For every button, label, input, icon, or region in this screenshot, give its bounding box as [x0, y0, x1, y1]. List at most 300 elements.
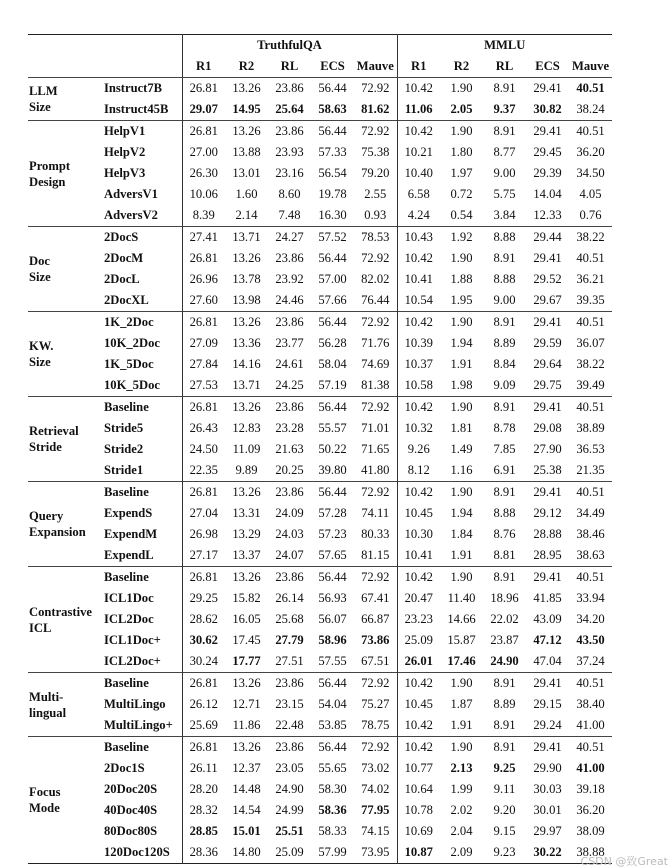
config-name: ICL1Doc+ [100, 630, 182, 651]
value-cell: 26.01 [404, 654, 433, 668]
value-cell: 1.60 [235, 187, 258, 201]
value-cell: 24.07 [275, 548, 304, 562]
value-cell: 53.85 [318, 718, 347, 732]
value-cell: 56.44 [311, 78, 354, 100]
value-cell: 12.83 [232, 421, 261, 435]
value-cell: 38.40 [576, 697, 605, 711]
value-cell: 1.91 [450, 718, 473, 732]
table-row [28, 375, 612, 397]
value-cell: 75.38 [354, 142, 397, 163]
value-cell: 28.62 [189, 612, 218, 626]
value-cell: 57.00 [318, 272, 347, 286]
value-cell: 8.88 [483, 227, 526, 249]
value-cell: 58.36 [318, 803, 347, 817]
value-cell: 26.12 [189, 697, 218, 711]
value-cell: 8.39 [192, 208, 215, 222]
value-cell: 26.14 [275, 591, 304, 605]
value-cell: 0.54 [450, 208, 473, 222]
value-cell: 23.86 [275, 251, 304, 265]
value-cell: 8.84 [493, 357, 516, 371]
table-row [28, 673, 612, 695]
value-cell: 13.36 [232, 336, 261, 350]
watermark: CSDN @致Great [580, 855, 668, 868]
value-cell: 10.77 [404, 761, 433, 775]
table-body [28, 78, 612, 864]
value-cell: 23.28 [275, 421, 304, 435]
config-name: MultiLingo+ [100, 715, 182, 737]
value-cell: 8.81 [493, 548, 516, 562]
value-cell: 36.21 [576, 272, 605, 286]
value-cell: 26.81 [182, 567, 225, 589]
value-cell: 39.80 [318, 463, 347, 477]
config-name: Stride1 [100, 460, 182, 482]
config-name: ICL2Doc [100, 609, 182, 630]
table-row [28, 205, 612, 227]
value-cell: 24.99 [275, 803, 304, 817]
table-row [28, 312, 612, 334]
value-cell: 29.41 [526, 737, 569, 759]
value-cell: 14.95 [232, 102, 261, 116]
config-name: 80Doc80S [100, 821, 182, 842]
value-cell: 10.32 [404, 421, 433, 435]
value-cell: 1.94 [450, 506, 473, 520]
value-cell: 10.58 [404, 378, 433, 392]
value-cell: 15.87 [447, 633, 476, 647]
value-cell: 23.93 [275, 145, 304, 159]
value-cell: 4.24 [407, 208, 430, 222]
value-cell: 1.90 [440, 78, 483, 100]
value-cell: 38.09 [576, 824, 605, 838]
value-cell: 11.40 [447, 591, 476, 605]
value-cell: 23.87 [490, 633, 519, 647]
value-cell: 13.26 [225, 567, 268, 589]
value-cell: 26.98 [189, 527, 218, 541]
config-name: Baseline [100, 673, 182, 695]
value-cell: 34.20 [576, 612, 605, 626]
value-cell: 27.60 [189, 293, 218, 307]
value-cell: 16.05 [232, 612, 261, 626]
value-cell: 72.92 [354, 121, 397, 143]
config-name: 120Doc120S [100, 842, 182, 864]
value-cell: 24.46 [275, 293, 304, 307]
value-cell: 38.88 [576, 845, 605, 859]
value-cell: 30.24 [189, 654, 218, 668]
table-row [28, 715, 612, 737]
table-row [28, 630, 612, 651]
value-cell: 10.06 [189, 187, 218, 201]
table-row [28, 800, 612, 821]
value-cell: 10.40 [404, 166, 433, 180]
value-cell: 10.42 [397, 673, 440, 695]
value-cell: 28.32 [189, 803, 218, 817]
value-cell: 8.91 [493, 718, 516, 732]
header-empty [100, 56, 182, 78]
value-cell: 29.25 [189, 591, 218, 605]
value-cell: 10.87 [404, 845, 433, 859]
header-mmlu: MMLU [484, 38, 526, 52]
value-cell: 10.41 [404, 548, 433, 562]
value-cell: 1.99 [450, 782, 473, 796]
value-cell: 2.13 [450, 761, 473, 775]
value-cell: 23.86 [268, 567, 311, 589]
value-cell: 8.76 [493, 527, 516, 541]
table-row [28, 418, 612, 439]
value-cell: 11.06 [404, 102, 433, 116]
value-cell: 13.26 [225, 397, 268, 419]
value-cell: 29.59 [533, 336, 562, 350]
value-cell: 9.20 [493, 803, 516, 817]
config-name: 2DocXL [100, 290, 182, 312]
header-empty [28, 56, 100, 78]
value-cell: 10.42 [404, 251, 433, 265]
value-cell: 9.00 [493, 166, 516, 180]
value-cell: 40.51 [569, 121, 612, 143]
value-cell: 78.53 [354, 227, 397, 249]
value-cell: 7.48 [278, 208, 301, 222]
table-row [28, 290, 612, 312]
metric-header-r2: R2 [225, 56, 268, 78]
value-cell: 17.46 [447, 654, 476, 668]
value-cell: 14.04 [533, 187, 562, 201]
value-cell: 56.07 [318, 612, 347, 626]
value-cell: 3.84 [493, 208, 516, 222]
value-cell: 8.89 [493, 697, 516, 711]
value-cell: 71.65 [354, 439, 397, 460]
config-name: Instruct7B [100, 78, 182, 100]
value-cell: 25.09 [404, 633, 433, 647]
value-cell: 29.15 [533, 697, 562, 711]
value-cell: 26.11 [189, 761, 218, 775]
value-cell: 8.91 [483, 567, 526, 589]
value-cell: 8.91 [483, 737, 526, 759]
header-truthfulqa: TruthfulQA [182, 35, 397, 57]
value-cell: 73.86 [354, 630, 397, 651]
value-cell: 56.44 [311, 673, 354, 695]
value-cell: 8.91 [493, 251, 516, 265]
value-cell: 27.00 [189, 145, 218, 159]
value-cell: 13.37 [232, 548, 261, 562]
table-row [28, 142, 612, 163]
value-cell: 28.20 [189, 782, 218, 796]
value-cell: 15.01 [232, 824, 261, 838]
value-cell: 25.51 [275, 824, 304, 838]
table-row [28, 567, 612, 589]
value-cell: 9.23 [493, 845, 516, 859]
value-cell: 30.01 [533, 803, 562, 817]
value-cell: 43.50 [576, 633, 605, 647]
value-cell: 23.86 [268, 78, 311, 100]
value-cell: 71.76 [354, 333, 397, 354]
value-cell: 56.44 [318, 251, 347, 265]
value-cell: 1.88 [450, 272, 473, 286]
value-cell: 8.91 [483, 121, 526, 143]
metric-header-r1: R1 [182, 56, 225, 78]
config-name: Stride5 [100, 418, 182, 439]
value-cell: 6.58 [407, 187, 430, 201]
value-cell: 24.03 [275, 527, 304, 541]
value-cell: 4.05 [579, 187, 602, 201]
value-cell: 81.62 [354, 99, 397, 121]
value-cell: 38.22 [569, 227, 612, 249]
value-cell: 1.97 [450, 166, 473, 180]
value-cell: 56.44 [311, 312, 354, 334]
value-cell: 67.51 [354, 651, 397, 673]
value-cell: 1.90 [440, 737, 483, 759]
value-cell: 56.44 [311, 121, 354, 143]
config-name: AdversV2 [100, 205, 182, 227]
value-cell: 10.42 [397, 567, 440, 589]
group-label: LLM Size [28, 78, 100, 121]
value-cell: 23.86 [268, 312, 311, 334]
table-row [28, 397, 612, 419]
value-cell: 21.35 [576, 463, 605, 477]
config-name: HelpV1 [100, 121, 182, 143]
value-cell: 1.81 [450, 421, 473, 435]
value-cell: 13.78 [232, 272, 261, 286]
table-row [28, 333, 612, 354]
value-cell: 24.50 [189, 442, 218, 456]
value-cell: 13.26 [225, 78, 268, 100]
value-cell: 58.30 [318, 782, 347, 796]
value-cell: 29.41 [526, 397, 569, 419]
value-cell: 57.66 [318, 293, 347, 307]
group-label: Doc Size [28, 227, 100, 312]
value-cell: 34.49 [576, 506, 605, 520]
value-cell: 9.89 [235, 463, 258, 477]
value-cell: 57.19 [318, 378, 347, 392]
header-row-metrics [28, 56, 612, 78]
table-row [28, 609, 612, 630]
metric-header-r1: R1 [397, 56, 440, 78]
value-cell: 38.24 [576, 102, 605, 116]
value-cell: 5.75 [493, 187, 516, 201]
value-cell: 10.42 [397, 737, 440, 759]
value-cell: 20.47 [404, 591, 433, 605]
value-cell: 10.45 [404, 506, 433, 520]
value-cell: 23.86 [268, 397, 311, 419]
value-cell: 0.76 [579, 208, 602, 222]
value-cell: 40.51 [569, 737, 612, 759]
value-cell: 1.91 [450, 357, 473, 371]
value-cell: 29.52 [533, 272, 562, 286]
group-label: Query Expansion [28, 482, 100, 567]
value-cell: 56.44 [311, 397, 354, 419]
value-cell: 9.15 [493, 824, 516, 838]
value-cell: 23.23 [404, 612, 433, 626]
value-cell: 74.69 [354, 354, 397, 375]
value-cell: 30.62 [189, 633, 218, 647]
header-row-datasets [28, 35, 612, 57]
value-cell: 26.81 [182, 121, 225, 143]
value-cell: 29.41 [526, 121, 569, 143]
value-cell: 57.65 [318, 548, 347, 562]
value-cell: 8.88 [493, 272, 516, 286]
value-cell: 10.42 [404, 718, 433, 732]
config-name: HelpV2 [100, 142, 182, 163]
value-cell: 22.35 [189, 463, 218, 477]
value-cell: 8.91 [483, 312, 526, 334]
value-cell: 30.82 [533, 102, 562, 116]
metric-header-ecs: ECS [311, 56, 354, 78]
value-cell: 8.91 [483, 673, 526, 695]
value-cell: 1.98 [450, 378, 473, 392]
metric-header-rl: RL [483, 56, 526, 78]
value-cell: 41.00 [576, 718, 605, 732]
value-cell: 58.96 [318, 633, 347, 647]
table-row [28, 78, 612, 100]
value-cell: 10.39 [404, 336, 433, 350]
config-name: 1K_2Doc [100, 312, 182, 334]
value-cell: 40.51 [569, 312, 612, 334]
value-cell: 10.42 [397, 482, 440, 504]
value-cell: 18.96 [490, 591, 519, 605]
value-cell: 26.81 [189, 251, 218, 265]
value-cell: 23.92 [275, 272, 304, 286]
value-cell: 15.82 [232, 591, 261, 605]
value-cell: 23.86 [268, 673, 311, 695]
value-cell: 23.86 [268, 482, 311, 504]
value-cell: 40.51 [576, 251, 605, 265]
value-cell: 10.42 [397, 121, 440, 143]
value-cell: 24.90 [275, 782, 304, 796]
value-cell: 1.90 [450, 251, 473, 265]
value-cell: 8.60 [278, 187, 301, 201]
value-cell: 29.64 [533, 357, 562, 371]
config-name: 2DocL [100, 269, 182, 290]
value-cell: 41.80 [354, 460, 397, 482]
value-cell: 13.71 [225, 227, 268, 249]
value-cell: 6.91 [493, 463, 516, 477]
config-name: 20Doc20S [100, 779, 182, 800]
value-cell: 1.90 [440, 482, 483, 504]
table-row [28, 482, 612, 504]
value-cell: 26.81 [182, 673, 225, 695]
value-cell: 11.86 [232, 718, 261, 732]
value-cell: 56.44 [311, 482, 354, 504]
value-cell: 26.43 [189, 421, 218, 435]
value-cell: 2.02 [450, 803, 473, 817]
config-name: Baseline [100, 567, 182, 589]
value-cell: 1.80 [450, 145, 473, 159]
value-cell: 29.41 [526, 482, 569, 504]
value-cell: 29.12 [533, 506, 562, 520]
value-cell: 10.54 [404, 293, 433, 307]
value-cell: 29.90 [533, 761, 562, 775]
value-cell: 13.26 [225, 121, 268, 143]
table-row [28, 460, 612, 482]
value-cell: 14.80 [232, 845, 261, 859]
value-cell: 2.05 [450, 102, 473, 116]
value-cell: 26.96 [189, 272, 218, 286]
value-cell: 26.81 [182, 78, 225, 100]
value-cell: 12.33 [533, 208, 562, 222]
value-cell: 78.75 [354, 715, 397, 737]
value-cell: 13.88 [232, 145, 261, 159]
table-row [28, 227, 612, 249]
group-label: KW. Size [28, 312, 100, 397]
value-cell: 8.91 [483, 397, 526, 419]
value-cell: 10.78 [404, 803, 433, 817]
value-cell: 39.18 [576, 782, 605, 796]
value-cell: 24.09 [275, 506, 304, 520]
value-cell: 9.11 [493, 782, 516, 796]
value-cell: 25.64 [275, 102, 304, 116]
value-cell: 1.90 [440, 673, 483, 695]
config-name: ExpendL [100, 545, 182, 567]
value-cell: 58.33 [318, 824, 347, 838]
value-cell: 9.00 [493, 293, 516, 307]
value-cell: 1.90 [440, 567, 483, 589]
table-row [28, 439, 612, 460]
value-cell: 33.94 [576, 591, 605, 605]
value-cell: 74.11 [354, 503, 397, 524]
config-name: 2DocS [100, 227, 182, 249]
value-cell: 1.90 [440, 397, 483, 419]
value-cell: 40.51 [569, 78, 612, 100]
value-cell: 74.15 [354, 821, 397, 842]
value-cell: 10.37 [404, 357, 433, 371]
value-cell: 13.26 [225, 737, 268, 759]
config-name: HelpV3 [100, 163, 182, 184]
value-cell: 13.26 [225, 482, 268, 504]
value-cell: 1.92 [440, 227, 483, 249]
value-cell: 72.92 [354, 567, 397, 589]
value-cell: 10.41 [404, 272, 433, 286]
value-cell: 73.95 [354, 842, 397, 864]
value-cell: 23.86 [268, 121, 311, 143]
value-cell: 72.92 [354, 397, 397, 419]
value-cell: 9.37 [493, 102, 516, 116]
value-cell: 16.30 [318, 208, 347, 222]
value-cell: 43.09 [533, 612, 562, 626]
config-name: Stride2 [100, 439, 182, 460]
value-cell: 41.85 [533, 591, 562, 605]
value-cell: 20.25 [275, 463, 304, 477]
table-row [28, 524, 612, 545]
value-cell: 21.63 [275, 442, 304, 456]
value-cell: 47.04 [533, 654, 562, 668]
header-empty [100, 35, 182, 57]
value-cell: 1.91 [450, 548, 473, 562]
value-cell: 26.81 [182, 312, 225, 334]
value-cell: 27.51 [275, 654, 304, 668]
value-cell: 14.54 [232, 803, 261, 817]
value-cell: 25.68 [275, 612, 304, 626]
value-cell: 38.89 [576, 421, 605, 435]
value-cell: 72.92 [354, 78, 397, 100]
value-cell: 36.07 [576, 336, 605, 350]
config-name: MultiLingo [100, 694, 182, 715]
config-name: ExpendM [100, 524, 182, 545]
value-cell: 25.38 [533, 463, 562, 477]
value-cell: 29.44 [526, 227, 569, 249]
value-cell: 40.51 [569, 397, 612, 419]
value-cell: 8.88 [493, 506, 516, 520]
value-cell: 57.55 [318, 654, 347, 668]
value-cell: 10.42 [397, 397, 440, 419]
value-cell: 58.04 [318, 357, 347, 371]
value-cell: 13.98 [232, 293, 261, 307]
value-cell: 28.88 [533, 527, 562, 541]
value-cell: 29.08 [533, 421, 562, 435]
table-row [28, 821, 612, 842]
value-cell: 36.20 [576, 145, 605, 159]
value-cell: 55.57 [318, 421, 347, 435]
value-cell: 38.46 [576, 527, 605, 541]
value-cell: 29.67 [533, 293, 562, 307]
config-name: AdversV1 [100, 184, 182, 205]
value-cell: 39.49 [576, 378, 605, 392]
